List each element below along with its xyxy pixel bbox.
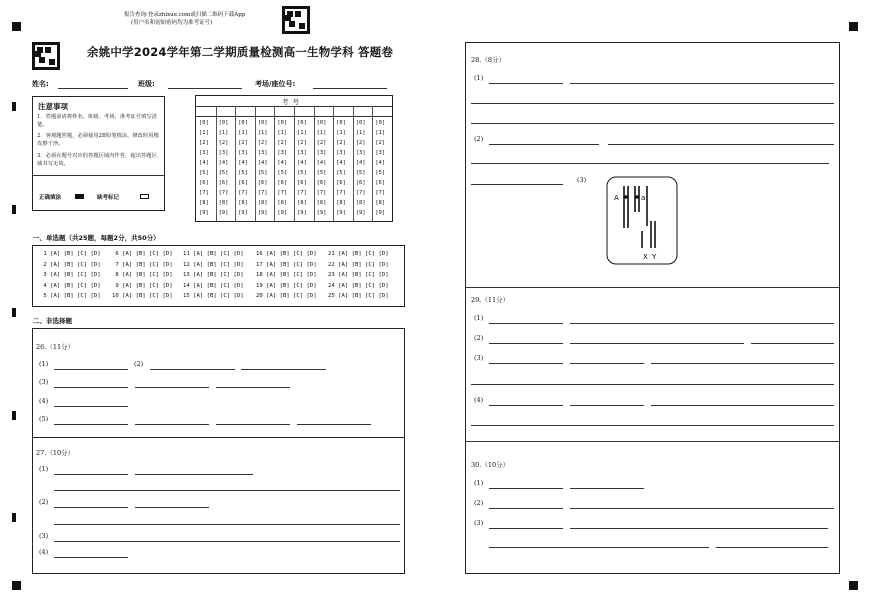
single-choice-item[interactable]: 11 [A] [B] [C] [D] xyxy=(183,251,244,257)
exam-digit-bubble[interactable]: [3] xyxy=(277,150,288,156)
exam-digit-bubble[interactable]: [2] xyxy=(277,140,288,146)
q30-part-label: (1) xyxy=(474,479,484,487)
exam-digit-bubble[interactable]: [1] xyxy=(277,130,288,136)
q30-part-label: (2) xyxy=(474,499,484,507)
answer-line[interactable] xyxy=(489,343,563,344)
single-choice-item[interactable]: 13 [A] [B] [C] [D] xyxy=(183,272,244,278)
class-field[interactable] xyxy=(168,88,242,89)
exam-digit-bubble[interactable]: [6] xyxy=(277,180,288,186)
exam-digit-bubble[interactable]: [2] xyxy=(316,140,327,146)
exam-digit-bubble[interactable]: [0] xyxy=(218,120,229,126)
correct-fill-label: 正确填涂 xyxy=(39,195,62,201)
exam-digit-bubble[interactable]: [6] xyxy=(218,180,229,186)
answer-line[interactable] xyxy=(54,524,400,525)
exam-digit-bubble[interactable]: [4] xyxy=(375,160,386,166)
q27-part-label: (2) xyxy=(39,498,49,506)
answer-line[interactable] xyxy=(54,369,128,370)
exam-digit-bubble[interactable]: [8] xyxy=(375,200,386,206)
exam-digit-bubble[interactable]: [7] xyxy=(355,190,366,196)
exam-digit-bubble[interactable]: [6] xyxy=(199,180,209,186)
exam-digit-bubble[interactable]: [9] xyxy=(238,210,248,216)
answer-line[interactable] xyxy=(54,387,128,388)
q29-title: 29.（11分） xyxy=(471,296,510,304)
exam-digit-bubble[interactable]: [0] xyxy=(238,120,248,126)
qr-code-icon xyxy=(282,6,310,34)
exam-digit-bubble[interactable]: [6] xyxy=(375,180,386,186)
exam-digit-bubble[interactable]: [1] xyxy=(238,130,248,136)
notes-item: 1．答题前请将姓名、班级、考场、准考证号填写清楚。 xyxy=(37,114,157,128)
exam-digit-bubble[interactable]: [5] xyxy=(336,170,346,176)
notice-line-2: (用户名和初始密码均为准考证号) xyxy=(131,20,213,26)
q27-box xyxy=(32,437,405,574)
exam-digit-bubble[interactable]: [1] xyxy=(218,130,229,136)
answer-line[interactable] xyxy=(54,557,128,558)
exam-digit-bubble[interactable]: [5] xyxy=(316,170,327,176)
exam-digit-bubble[interactable]: [2] xyxy=(297,140,307,146)
exam-digit-bubble[interactable]: [8] xyxy=(316,200,327,206)
answer-line[interactable] xyxy=(489,488,563,489)
answer-line[interactable] xyxy=(54,424,128,425)
exam-digit-bubble[interactable]: [8] xyxy=(277,200,288,206)
answer-line[interactable] xyxy=(150,369,235,370)
q29-part-label: (2) xyxy=(474,334,484,342)
answer-line[interactable] xyxy=(54,406,128,407)
exam-digit-bubble[interactable]: [2] xyxy=(199,140,209,146)
exam-digit-bubble[interactable]: [9] xyxy=(375,210,386,216)
exam-digit-bubble[interactable]: [8] xyxy=(336,200,346,206)
exam-digit-bubble[interactable]: [7] xyxy=(336,190,346,196)
timing-mark xyxy=(12,308,16,317)
q26-part-label: (3) xyxy=(39,378,49,386)
exam-digit-bubble[interactable]: [8] xyxy=(238,200,248,206)
name-field[interactable] xyxy=(58,88,128,89)
exam-digit-bubble[interactable]: [7] xyxy=(218,190,229,196)
answer-line[interactable] xyxy=(570,508,834,509)
exam-digit-bubble[interactable]: [3] xyxy=(336,150,346,156)
chromosome-diagram xyxy=(606,176,678,266)
single-choice-item[interactable]: 18 [A] [B] [C] [D] xyxy=(256,272,317,278)
exam-digit-bubble[interactable]: [9] xyxy=(297,210,307,216)
exam-digit-bubble[interactable]: [1] xyxy=(355,130,366,136)
answer-line[interactable] xyxy=(570,363,644,364)
exam-digit-bubble[interactable]: [3] xyxy=(297,150,307,156)
answer-line[interactable] xyxy=(135,507,209,508)
answer-line[interactable] xyxy=(651,363,834,364)
exam-digit-bubble[interactable]: [4] xyxy=(277,160,288,166)
q28-part-label: (1) xyxy=(474,74,484,82)
exam-digit-bubble[interactable]: [5] xyxy=(199,170,209,176)
exam-digit-bubble[interactable]: [1] xyxy=(199,130,209,136)
notes-heading: 注意事项 xyxy=(38,102,68,111)
page-title: 余姚中学2024学年第二学期质量检测高一生物学科 答题卷 xyxy=(87,45,394,59)
exam-digit-bubble[interactable]: [0] xyxy=(199,120,209,126)
single-choice-box xyxy=(32,245,405,307)
q28-part-label: (3) xyxy=(577,176,587,184)
exam-digit-bubble[interactable]: [9] xyxy=(355,210,366,216)
exam-digit-bubble[interactable]: [4] xyxy=(355,160,366,166)
exam-digit-bubble[interactable]: [0] xyxy=(277,120,288,126)
class-label: 班级: xyxy=(138,80,155,88)
answer-line[interactable] xyxy=(570,528,828,529)
absent-mark-checkbox[interactable] xyxy=(140,194,149,199)
exam-digit-bubble[interactable]: [6] xyxy=(238,180,248,186)
exam-digit-bubble[interactable]: [0] xyxy=(336,120,346,126)
exam-digit-bubble[interactable]: [3] xyxy=(316,150,327,156)
room-seat-field[interactable] xyxy=(313,88,387,89)
answer-line[interactable] xyxy=(471,384,834,385)
exam-digit-bubble[interactable]: [4] xyxy=(257,160,268,166)
q26-part-label: (1) xyxy=(39,360,49,368)
answer-line[interactable] xyxy=(241,369,326,370)
exam-digit-bubble[interactable]: [3] xyxy=(238,150,248,156)
answer-line[interactable] xyxy=(135,387,209,388)
exam-digit-bubble[interactable]: [9] xyxy=(277,210,288,216)
single-choice-item[interactable]: 1 [A] [B] [C] [D] xyxy=(40,251,101,257)
exam-digit-bubble[interactable]: [7] xyxy=(257,190,268,196)
timing-mark xyxy=(12,102,16,111)
exam-digit-bubble[interactable]: [5] xyxy=(355,170,366,176)
single-choice-item[interactable]: 19 [A] [B] [C] [D] xyxy=(256,282,317,289)
q26-box xyxy=(32,328,405,438)
answer-line[interactable] xyxy=(471,163,829,164)
exam-digit-bubble[interactable]: [6] xyxy=(257,180,268,186)
notes-box xyxy=(32,96,165,211)
timing-mark xyxy=(12,205,16,214)
exam-digit-bubble[interactable]: [3] xyxy=(355,150,366,156)
allele-label-a: a xyxy=(641,194,646,202)
answer-line[interactable] xyxy=(489,528,563,529)
correct-fill-sample xyxy=(75,194,84,199)
answer-line[interactable] xyxy=(135,474,253,475)
exam-digit-bubble[interactable]: [7] xyxy=(375,190,386,196)
exam-digit-bubble[interactable]: [6] xyxy=(297,180,307,186)
exam-digit-bubble[interactable]: [0] xyxy=(355,120,366,126)
single-choice-item[interactable]: 8 [A] [B] [C] [D] xyxy=(112,272,173,278)
exam-digit-bubble[interactable]: [5] xyxy=(277,170,288,176)
q28-title: 28.（8分） xyxy=(471,56,505,64)
exam-digit-bubble[interactable]: [2] xyxy=(218,140,229,146)
single-choice-item[interactable]: 10 [A] [B] [C] [D] xyxy=(112,293,173,299)
answer-line[interactable] xyxy=(54,507,128,508)
single-choice-item[interactable]: 23 [A] [B] [C] [D] xyxy=(328,272,389,278)
allele-label-A: A xyxy=(614,194,619,202)
q26-title: 26.（11分） xyxy=(36,343,75,351)
single-choice-item[interactable]: 6 [A] [B] [C] [D] xyxy=(112,251,173,257)
exam-digit-bubble[interactable]: [4] xyxy=(218,160,229,166)
exam-number-grid xyxy=(195,95,393,222)
single-choice-item[interactable]: 17 [A] [B] [C] [D] xyxy=(256,261,317,268)
answer-line[interactable] xyxy=(570,83,834,84)
exam-digit-bubble[interactable]: [4] xyxy=(336,160,346,166)
exam-digit-bubble[interactable]: [5] xyxy=(375,170,386,176)
corner-mark-top-right xyxy=(849,22,858,31)
q26-part-label: (4) xyxy=(39,397,49,405)
exam-digit-bubble[interactable]: [2] xyxy=(355,140,366,146)
single-choice-item[interactable]: 22 [A] [B] [C] [D] xyxy=(328,261,389,268)
exam-digit-bubble[interactable]: [1] xyxy=(375,130,386,136)
exam-digit-bubble[interactable]: [9] xyxy=(199,210,209,216)
single-choice-item[interactable]: 4 [A] [B] [C] [D] xyxy=(40,282,101,289)
corner-mark-bottom-left xyxy=(12,581,21,590)
exam-digit-bubble[interactable]: [0] xyxy=(316,120,327,126)
single-choice-item[interactable]: 7 [A] [B] [C] [D] xyxy=(112,261,173,268)
exam-digit-bubble[interactable]: [2] xyxy=(375,140,386,146)
answer-line[interactable] xyxy=(489,547,709,548)
q28-part-label: (2) xyxy=(474,135,484,143)
answer-line[interactable] xyxy=(489,83,563,84)
answer-line[interactable] xyxy=(751,343,834,344)
answer-line[interactable] xyxy=(471,425,834,426)
exam-digit-bubble[interactable]: [0] xyxy=(297,120,307,126)
answer-line[interactable] xyxy=(651,405,834,406)
exam-number-heading: 考 号 xyxy=(282,98,300,106)
chromosome-label-Y: Y xyxy=(652,253,657,261)
exam-digit-bubble[interactable]: [9] xyxy=(336,210,346,216)
answer-line[interactable] xyxy=(54,490,400,491)
single-choice-item[interactable]: 20 [A] [B] [C] [D] xyxy=(256,293,317,299)
q30-title: 30.（10分） xyxy=(471,461,510,469)
single-choice-item[interactable]: 24 [A] [B] [C] [D] xyxy=(328,282,389,289)
exam-digit-bubble[interactable]: [8] xyxy=(257,200,268,206)
exam-digit-bubble[interactable]: [7] xyxy=(316,190,327,196)
answer-line[interactable] xyxy=(216,424,290,425)
exam-digit-bubble[interactable]: [9] xyxy=(218,210,229,216)
exam-digit-bubble[interactable]: [0] xyxy=(257,120,268,126)
answer-line[interactable] xyxy=(471,123,834,124)
room-seat-label: 考场/座位号: xyxy=(255,80,296,88)
exam-digit-bubble[interactable]: [4] xyxy=(199,160,209,166)
exam-digit-bubble[interactable]: [6] xyxy=(336,180,346,186)
single-choice-item[interactable]: 9 [A] [B] [C] [D] xyxy=(112,282,173,289)
name-label: 姓名: xyxy=(32,80,49,88)
timing-mark xyxy=(12,513,16,522)
exam-digit-bubble[interactable]: [1] xyxy=(297,130,307,136)
notes-item: 3．必须在题号对应的答题区域内作答，超出答题区域书写无效。 xyxy=(37,153,157,167)
exam-digit-bubble[interactable]: [2] xyxy=(257,140,268,146)
answer-line[interactable] xyxy=(54,541,400,542)
q29-part-label: (1) xyxy=(474,314,484,322)
answer-line[interactable] xyxy=(489,323,563,324)
exam-digit-bubble[interactable]: [7] xyxy=(199,190,209,196)
exam-digit-bubble[interactable]: [3] xyxy=(199,150,209,156)
single-choice-item[interactable]: 2 [A] [B] [C] [D] xyxy=(40,261,101,268)
q27-part-label: (4) xyxy=(39,548,49,556)
exam-digit-bubble[interactable]: [1] xyxy=(336,130,346,136)
corner-mark-top-left xyxy=(12,22,21,31)
corner-mark-bottom-right xyxy=(849,581,858,590)
single-choice-item[interactable]: 15 [A] [B] [C] [D] xyxy=(183,293,244,299)
section1-title: 一、单选题（共25题，每题2分，共50分） xyxy=(33,234,160,242)
single-choice-item[interactable]: 14 [A] [B] [C] [D] xyxy=(183,282,244,289)
q26-part-label: (2) xyxy=(134,360,144,368)
notice-line-1: 报告查询:登录zhixue.com或扫描二维码下载App xyxy=(124,12,246,18)
answer-line[interactable] xyxy=(471,184,563,185)
exam-digit-bubble[interactable]: [7] xyxy=(277,190,288,196)
answer-line[interactable] xyxy=(570,488,644,489)
exam-digit-bubble[interactable]: [6] xyxy=(316,180,327,186)
right-answer-column xyxy=(465,42,840,574)
exam-digit-bubble[interactable]: [8] xyxy=(297,200,307,206)
exam-digit-bubble[interactable]: [9] xyxy=(316,210,327,216)
answer-line[interactable] xyxy=(471,103,834,104)
answer-line[interactable] xyxy=(489,144,599,145)
exam-digit-bubble[interactable]: [6] xyxy=(355,180,366,186)
exam-digit-bubble[interactable]: [2] xyxy=(336,140,346,146)
exam-digit-bubble[interactable]: [1] xyxy=(316,130,327,136)
timing-mark xyxy=(12,411,16,420)
exam-digit-bubble[interactable]: [3] xyxy=(257,150,268,156)
exam-digit-bubble[interactable]: [7] xyxy=(297,190,307,196)
answer-line[interactable] xyxy=(297,424,371,425)
chromosome-label-X: X xyxy=(643,253,648,261)
exam-digit-bubble[interactable]: [3] xyxy=(218,150,229,156)
single-choice-item[interactable]: 21 [A] [B] [C] [D] xyxy=(328,251,389,257)
answer-line[interactable] xyxy=(716,547,828,548)
exam-digit-bubble[interactable]: [2] xyxy=(238,140,248,146)
q27-title: 27.（10分） xyxy=(36,449,75,457)
exam-digit-bubble[interactable]: [5] xyxy=(238,170,248,176)
q30-part-label: (3) xyxy=(474,519,484,527)
exam-digit-bubble[interactable]: [5] xyxy=(297,170,307,176)
section2-title: 二、非选择题 xyxy=(33,317,72,325)
exam-digit-bubble[interactable]: [4] xyxy=(238,160,248,166)
q29-part-label: (4) xyxy=(474,396,484,404)
exam-digit-bubble[interactable]: [4] xyxy=(297,160,307,166)
exam-digit-bubble[interactable]: [4] xyxy=(316,160,327,166)
absent-mark-label: 缺考标记 xyxy=(97,195,120,201)
exam-digit-bubble[interactable]: [8] xyxy=(218,200,229,206)
exam-digit-bubble[interactable]: [1] xyxy=(257,130,268,136)
exam-digit-bubble[interactable]: [0] xyxy=(375,120,386,126)
answer-line[interactable] xyxy=(54,474,128,475)
single-choice-item[interactable]: 3 [A] [B] [C] [D] xyxy=(40,272,101,278)
exam-digit-bubble[interactable]: [5] xyxy=(257,170,268,176)
q27-part-label: (1) xyxy=(39,465,49,473)
answer-line[interactable] xyxy=(135,424,209,425)
answer-line[interactable] xyxy=(570,343,744,344)
answer-line[interactable] xyxy=(216,387,290,388)
single-choice-item[interactable]: 12 [A] [B] [C] [D] xyxy=(183,261,244,268)
exam-digit-bubble[interactable]: [5] xyxy=(218,170,229,176)
single-choice-item[interactable]: 16 [A] [B] [C] [D] xyxy=(256,251,317,257)
exam-digit-bubble[interactable]: [3] xyxy=(375,150,386,156)
answer-line[interactable] xyxy=(489,508,563,509)
q27-part-label: (3) xyxy=(39,532,49,540)
exam-digit-bubble[interactable]: [7] xyxy=(238,190,248,196)
exam-digit-bubble[interactable]: [8] xyxy=(199,200,209,206)
single-choice-item[interactable]: 25 [A] [B] [C] [D] xyxy=(328,293,389,299)
notes-item: 2．客观题答题，必须使用2B铅笔填涂，修改时用橡皮擦干净。 xyxy=(37,133,159,147)
answer-line[interactable] xyxy=(570,323,834,324)
exam-digit-bubble[interactable]: [9] xyxy=(257,210,268,216)
answer-line[interactable] xyxy=(608,144,834,145)
exam-digit-bubble[interactable]: [8] xyxy=(355,200,366,206)
answer-line[interactable] xyxy=(570,405,644,406)
q26-part-label: (5) xyxy=(39,415,49,423)
q29-part-label: (3) xyxy=(474,354,484,362)
qr-code-icon xyxy=(32,42,60,70)
single-choice-item[interactable]: 5 [A] [B] [C] [D] xyxy=(40,293,101,299)
answer-line[interactable] xyxy=(489,405,563,406)
answer-line[interactable] xyxy=(489,363,563,364)
